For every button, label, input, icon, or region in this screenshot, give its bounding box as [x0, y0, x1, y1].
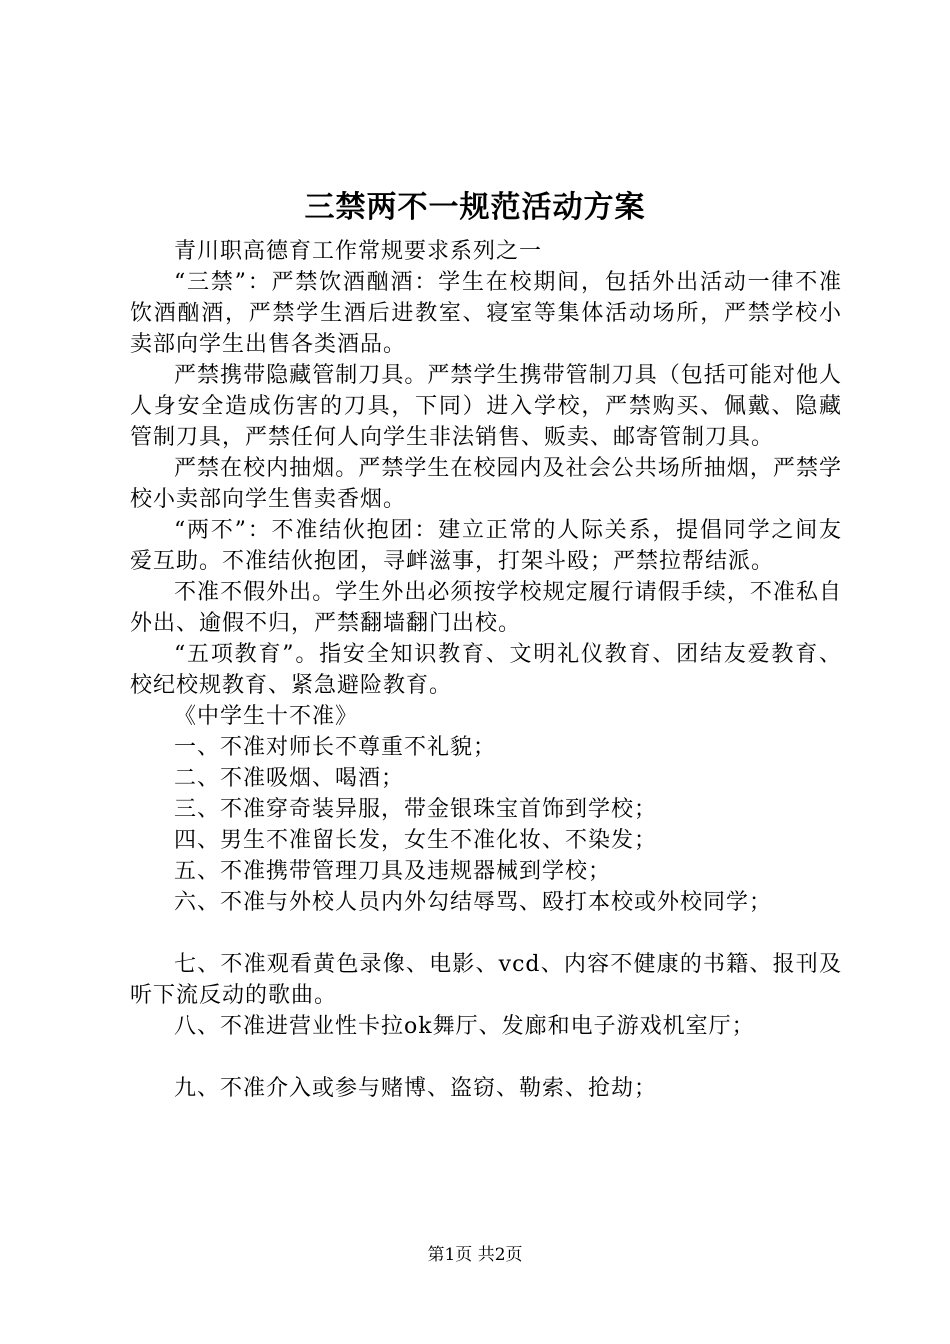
list-item: 四、男生不准留长发，女生不准化妆、不染发； [174, 828, 658, 853]
list-item: 七、不准观看黄色录像、电影、vcd、内容不健康的书籍、报刊及听下流反动的歌曲。 [130, 952, 842, 1008]
list-item: 六、不准与外校人员内外勾结辱骂、殴打本校或外校同学； [174, 890, 773, 915]
list-item: 五、不准携带管理刀具及违规器械到学校； [174, 859, 612, 884]
list-item: 二、不准吸烟、喝酒； [174, 766, 405, 791]
paragraph-five-educations: “五项教育”。指安全知识教育、文明礼仪教育、团结友爱教育、校纪校规教育、紧急避险教育。 [130, 642, 842, 698]
list-item: 八、不准进营业性卡拉ok舞厅、发廊和电子游戏机室厅； [174, 1014, 755, 1039]
paragraph-leave: 不准不假外出。学生外出必须按学校规定履行请假手续，不准私自外出、逾假不归，严禁翻墙翻门出校。 [130, 580, 842, 636]
paragraph-smoking: 严禁在校内抽烟。严禁学生在校园内及社会公共场所抽烟，严禁学校小卖部向学生售卖香烟。 [130, 456, 842, 512]
page-footer: 第1页 共2页 [427, 1245, 523, 1265]
list-item: 一、不准对师长不尊重不礼貌； [174, 735, 497, 760]
paragraph-ten-rules-heading: 《中学生十不准》 [174, 704, 359, 729]
list-item: 三、不准穿奇装异服，带金银珠宝首饰到学校； [174, 797, 658, 822]
document-body [130, 236, 842, 1104]
list-item: 九、不准介入或参与赌博、盗窃、勒索、抢劫； [174, 1076, 658, 1101]
paragraph-subtitle: 青川职高德育工作常规要求系列之一 [174, 239, 543, 264]
paragraph-three-bans-drinking: “三禁”：严禁饮酒酗酒：学生在校期间，包括外出活动一律不准饮酒酗酒，严禁学生酒后进教室、寝室等集体活动场所，严禁学校小卖部向学生出售各类酒品。 [130, 270, 842, 357]
paragraph-knives: 严禁携带隐藏管制刀具。严禁学生携带管制刀具（包括可能对他人人身安全造成伤害的刀具，下同）进入学校，严禁购买、佩戴、隐藏管制刀具，严禁任何人向学生非法销售、贩卖、邮寄管制刀具。 [130, 363, 842, 450]
document-title: 三禁两不一规范活动方案 [304, 190, 646, 225]
paragraph-two-nots-gangs: “两不”：不准结伙抱团：建立正常的人际关系，提倡同学之间友爱互助。不准结伙抱团，寻衅滋事，打架斗殴；严禁拉帮结派。 [130, 518, 842, 574]
